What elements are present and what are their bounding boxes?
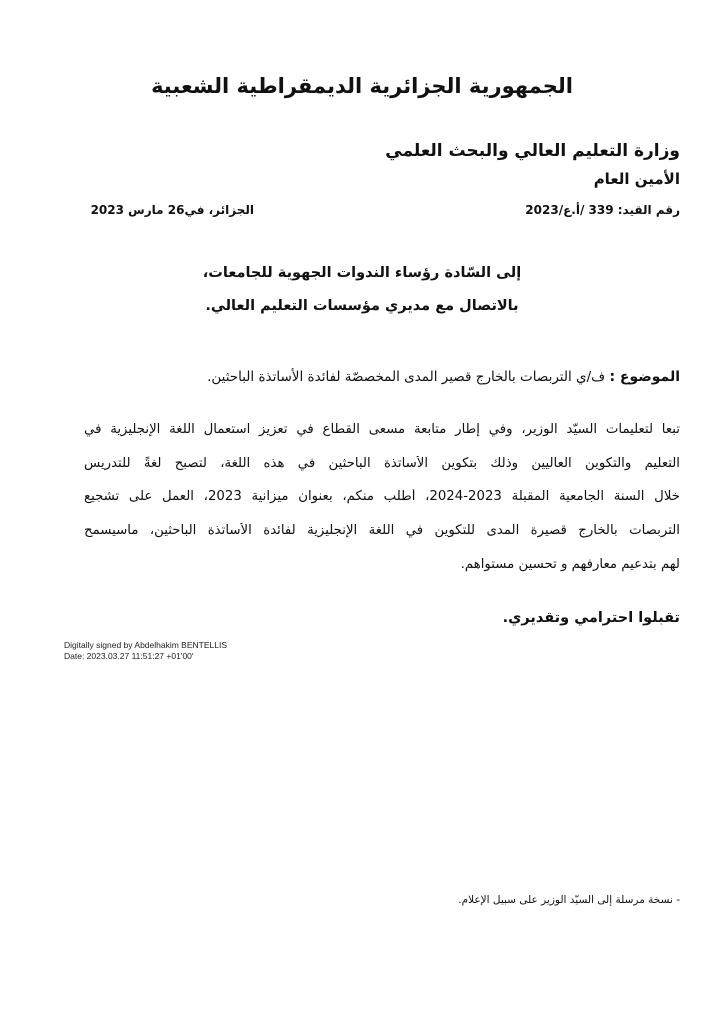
place-and-date: الجزائر، في26 مارس 2023 [90, 203, 254, 217]
republic-heading: الجمهورية الجزائرية الديمقراطية الشعبية [151, 74, 573, 98]
subject-label: الموضوع : [609, 369, 680, 385]
ministry-name: وزارة التعليم العالي والبحث العلمي [385, 141, 680, 161]
reference-number: رقم القيد: 339 /أ.ع/2023 [525, 203, 680, 217]
body-line: لهم بتدعيم معارفهم و تحسين مستواهم. [460, 557, 680, 572]
closing-salutation: تقبلوا احترامي وتقديري. [502, 610, 680, 626]
subject-text: ف/ي التربصات بالخارج قصير المدى المخصصّة لفائدة الأساتذة الباحثين. [207, 369, 606, 385]
office-title: الأمين العام [593, 170, 680, 188]
body-line: خلال السنة الجامعية المقبلة 2023-2024، أطلب منكم، بعنوان ميزانية 2023، العمل على تشجيع [84, 489, 680, 504]
digital-signature [64, 640, 227, 662]
signature-signer: Digitally signed by Abdelhakim BENTELLIS [64, 640, 227, 650]
recipient-line-1: إلى السّادة رؤساء الندوات الجهوية للجامعات، [202, 265, 522, 281]
body-line: التعليم والتكوين العاليين وذلك بتكوين الأساتذة الباحثين في هذه اللغة، لتصبح لغةً للتدريس [84, 456, 680, 471]
body-line: تبعا لتعليمات السيّد الوزير، وفي إطار متابعة مسعى القطاع في تعزيز استعمال اللغة الإنجليزية في [84, 422, 680, 437]
recipient-line-2: بالاتصال مع مديري مؤسسات التعليم العالي. [205, 298, 519, 314]
copy-note: - نسخة مرسلة إلى السيّد الوزير على سبيل الإعلام. [458, 894, 680, 906]
subject-line [207, 369, 680, 385]
signature-date: Date: 2023.03.27 11:51:27 +01'00' [64, 651, 194, 661]
body-line: التربصات بالخارج قصيرة المدى للتكوين في اللغة الإنجليزية لفائدة الأساتذة الباحثين، ماسيسمح [84, 523, 680, 538]
